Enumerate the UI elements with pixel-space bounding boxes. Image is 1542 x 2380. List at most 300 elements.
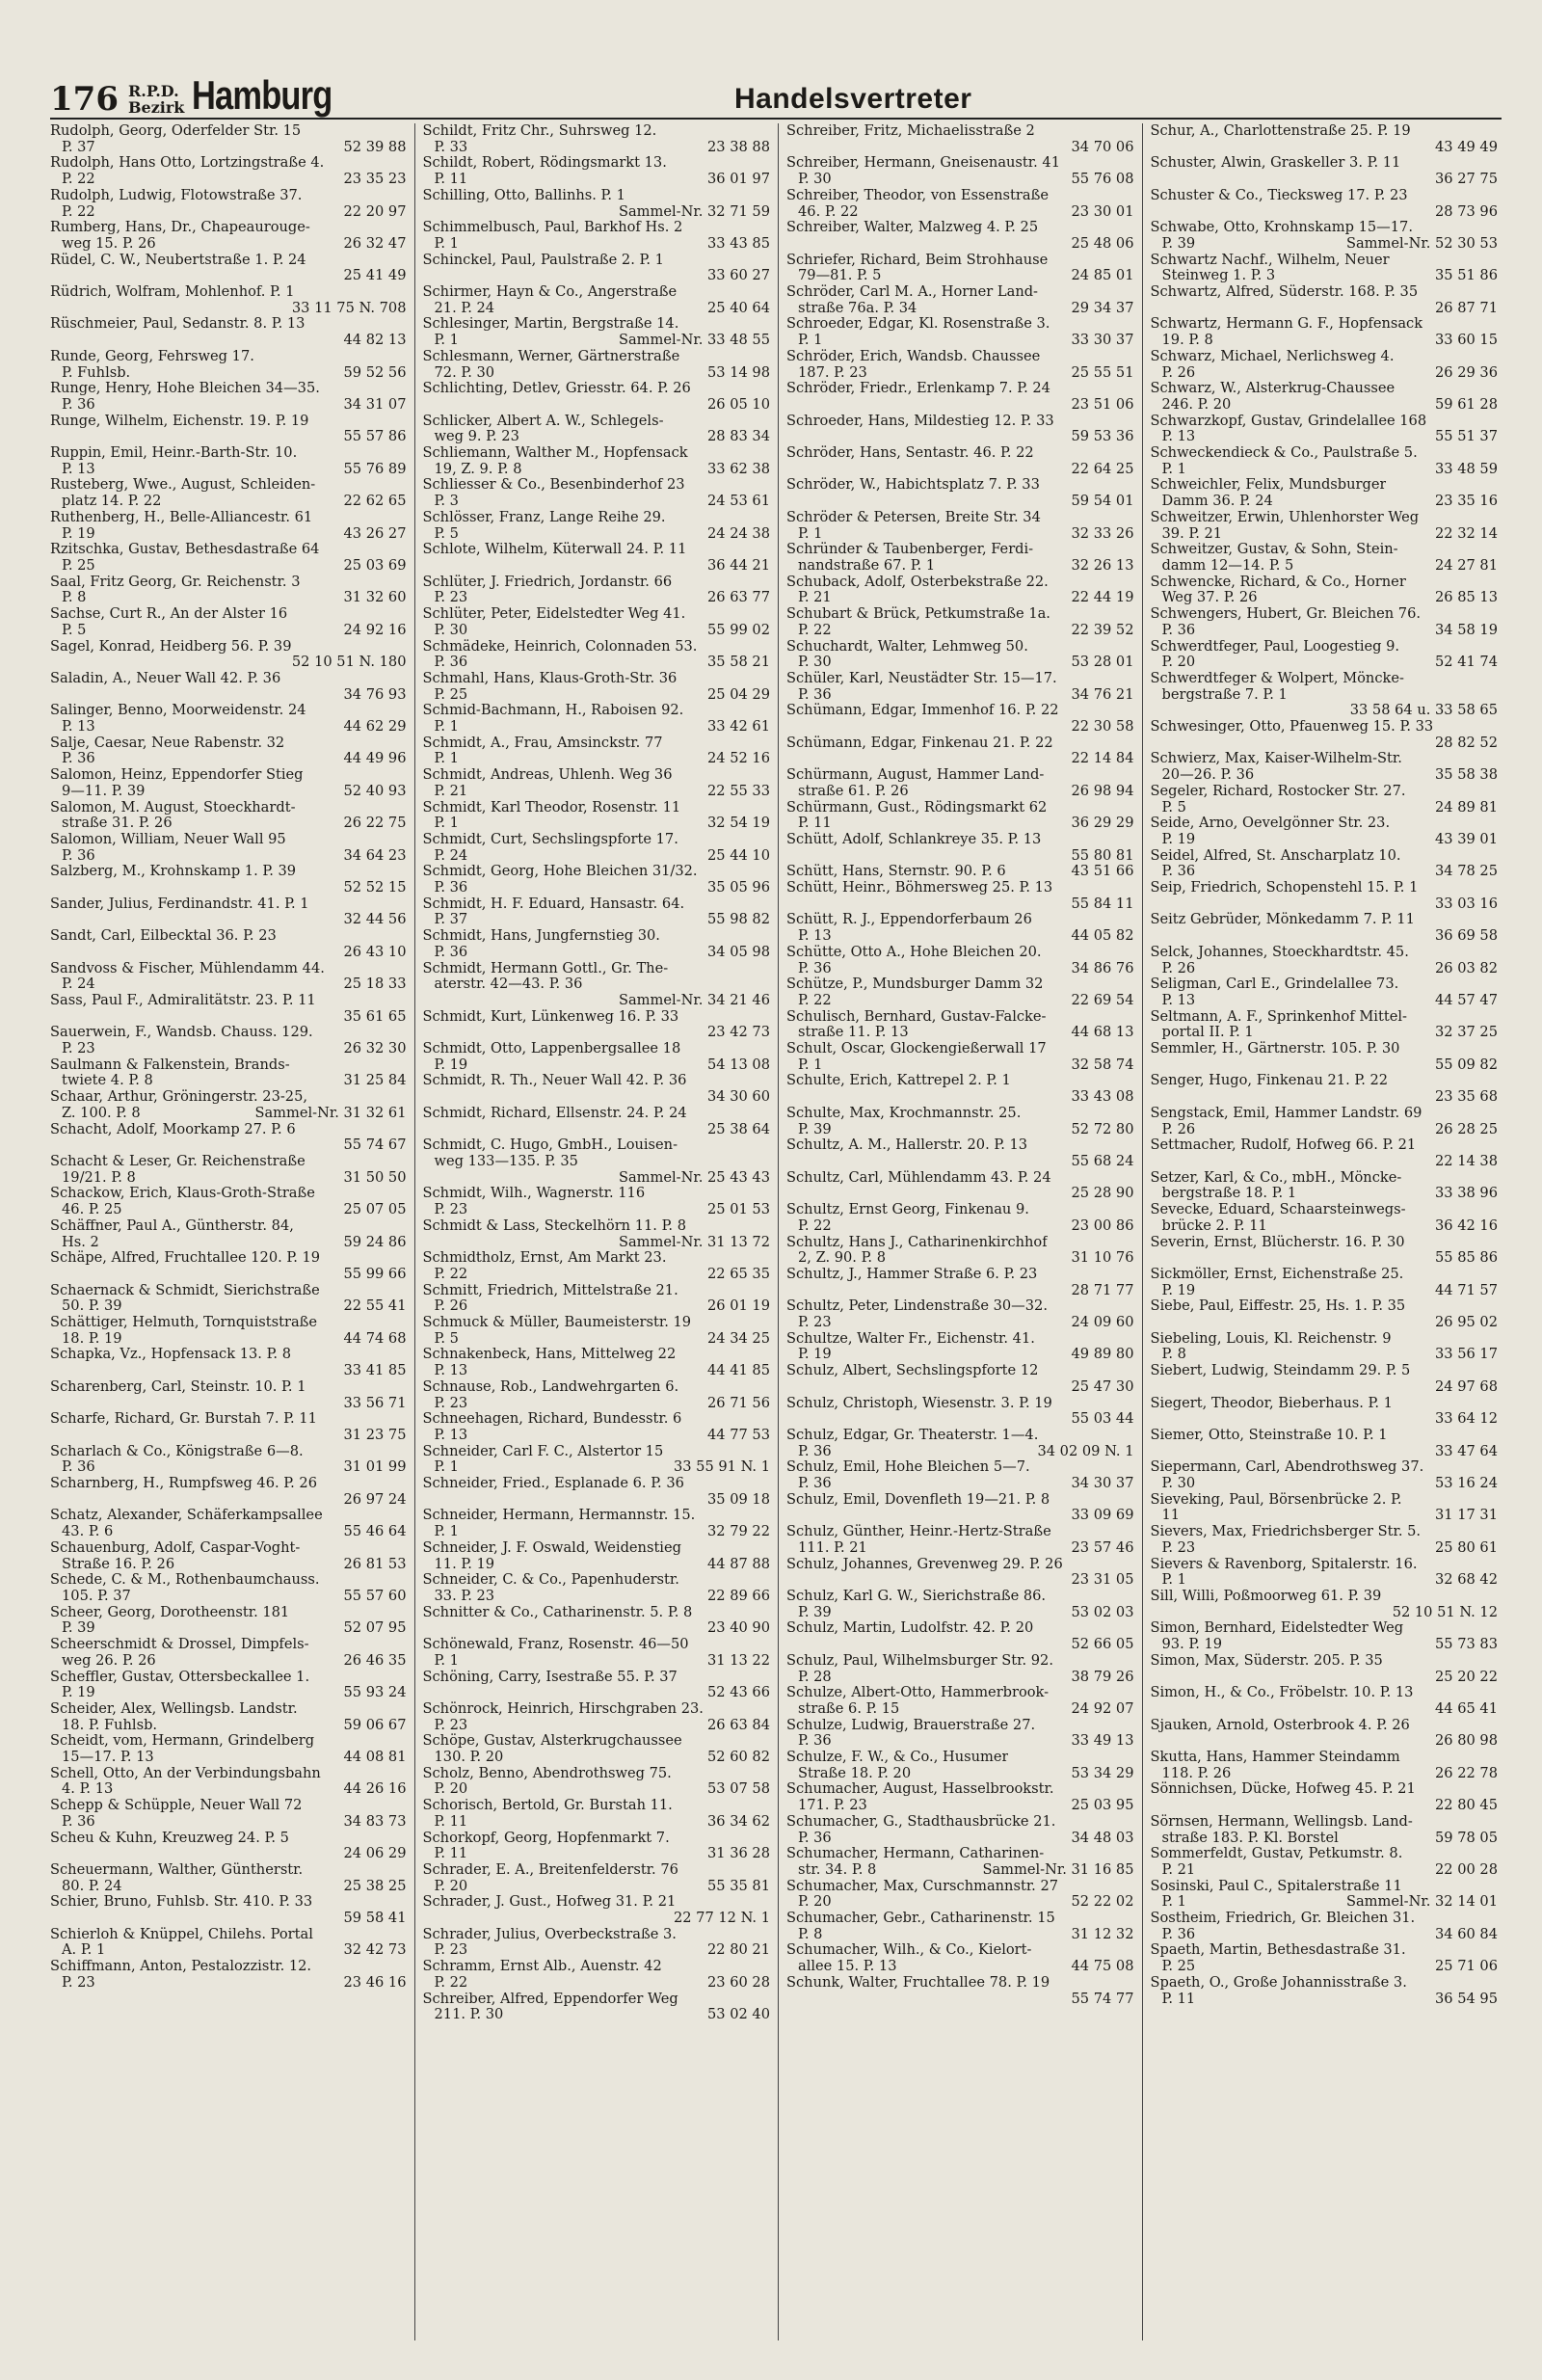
entry-line (1151, 365, 1499, 382)
directory-entry (423, 1862, 771, 1894)
entry-text: Schüler, Karl, Neustädter Str. 15—17. (786, 670, 1057, 686)
entry-phone: 33 43 08 (1071, 1088, 1134, 1106)
entry-phone: 33 49 13 (1071, 1732, 1134, 1750)
entry-line (50, 1670, 407, 1686)
entry-text: platz 14. P. 22 (62, 494, 162, 510)
directory-entry (1151, 575, 1499, 606)
entry-line (50, 1235, 407, 1251)
entry-phone: 22 64 25 (1071, 460, 1134, 477)
entry-line (50, 526, 407, 543)
entry-line (50, 993, 407, 1009)
entry-line (50, 188, 407, 204)
entry-line (50, 1605, 407, 1621)
entry-text (50, 1428, 62, 1444)
entry-text: Rusteberg, Wwe., August, Schleiden- (50, 477, 316, 494)
entry-line (423, 864, 771, 880)
entry-text (423, 1685, 435, 1701)
directory-entry (423, 381, 771, 413)
entry-line (423, 1186, 771, 1202)
entry-text (786, 1572, 798, 1589)
entry-line (423, 1137, 771, 1154)
entry-text: 11 (1161, 1508, 1181, 1524)
entry-text: P. 1 (434, 333, 459, 349)
entry-phone: 25 04 29 (707, 685, 770, 703)
entry-text: Schröder & Petersen, Breite Str. 34 (786, 509, 1041, 525)
entry-line (1151, 253, 1499, 269)
entry-phone: 32 33 26 (1071, 524, 1134, 542)
entry-phone: 34 78 25 (1435, 863, 1498, 880)
entry-line (50, 123, 407, 140)
entry-phone: 44 41 85 (707, 1362, 770, 1379)
entry-line (423, 2007, 771, 2023)
entry-text: Schneider, Hermann, Hermannstr. 15. (422, 1508, 696, 1524)
entry-phone: 35 09 18 (707, 1490, 770, 1508)
directory-entry (786, 1911, 1134, 1942)
entry-text: P. 23 (434, 1202, 468, 1218)
directory-entry (1151, 1879, 1499, 1911)
entry-line (423, 1572, 771, 1589)
entry-text: Damm 36. P. 24 (1161, 494, 1273, 510)
entry-text: Schilling, Otto, Ballinhs. P. 1 (422, 187, 625, 203)
entry-text (1151, 735, 1162, 752)
entry-text: 79—81. P. 5 (798, 268, 882, 284)
entry-text: Scheer, Georg, Dorotheenstr. 181 (50, 1604, 290, 1620)
entry-text: P. 37 (62, 139, 95, 155)
entry-line (1151, 220, 1499, 236)
entry-text: Schlichting, Detlev, Griesstr. 64. P. 26 (422, 381, 691, 397)
entry-line (1151, 1798, 1499, 1814)
entry-text: Schmidt, Georg, Hohe Bleichen 31/32. (422, 864, 698, 880)
entry-text: straße 11. P. 13 (798, 1025, 909, 1041)
entry-text: P. 24 (62, 976, 95, 993)
entry-phone: 36 27 75 (1435, 171, 1498, 188)
entry-line (50, 575, 407, 591)
directory-entry (50, 735, 407, 767)
entry-text (1151, 1701, 1162, 1718)
directory-entry (423, 316, 771, 348)
entry-text: Schwerdtfeger, Paul, Loogestieg 9. (1150, 638, 1400, 655)
entry-line (1151, 1235, 1499, 1251)
entry-line (786, 1653, 1134, 1670)
entry-line (1151, 1557, 1499, 1573)
entry-text: Schultz, Carl, Mühlendamm 43. P. 24 (786, 1169, 1051, 1186)
entry-text: P. 20 (1161, 655, 1196, 671)
entry-text: Schneider, C. & Co., Papenhuderstr. (422, 1572, 679, 1589)
entry-text: Schwencke, Richard, & Co., Horner (1150, 574, 1406, 590)
entry-phone: 22 30 58 (1071, 718, 1134, 735)
entry-line (50, 1718, 407, 1734)
listing-columns (50, 123, 1505, 2340)
entry-line (786, 1057, 1134, 1074)
entry-line (50, 316, 407, 333)
directory-entry (423, 1701, 771, 1733)
directory-entry (423, 1137, 771, 1186)
entry-phone: 55 09 82 (1435, 1056, 1498, 1073)
entry-line (50, 639, 407, 655)
entry-line (50, 735, 407, 752)
entry-line (423, 1814, 771, 1831)
entry-text: Siebeling, Louis, Kl. Reichenstr. 9 (1150, 1330, 1392, 1347)
entry-text: P. 21 (798, 590, 832, 606)
entry-line (1151, 155, 1499, 172)
entry-text (50, 1492, 62, 1509)
entry-phone: 25 40 64 (707, 299, 770, 316)
entry-line (786, 204, 1134, 221)
entry-line (423, 349, 771, 365)
entry-text: Schacht & Leser, Gr. Reichenstraße (50, 1154, 306, 1169)
directory-entry (786, 1235, 1134, 1267)
directory-entry (423, 1009, 771, 1041)
entry-line (50, 414, 407, 430)
entry-line (1151, 832, 1499, 848)
entry-phone: Sammel-Nr. 31 13 72 (618, 1233, 770, 1250)
entry-line (1151, 575, 1499, 591)
entry-line (1151, 1781, 1499, 1798)
entry-line (786, 1992, 1134, 2008)
entry-phone: 33 60 27 (707, 267, 770, 284)
entry-line (423, 1942, 771, 1959)
directory-entry (423, 349, 771, 381)
entry-phone: 33 62 38 (707, 460, 770, 477)
entry-text: 18. P. Fuhlsb. (62, 1717, 158, 1733)
directory-entry (786, 188, 1134, 220)
entry-text (1151, 1379, 1162, 1396)
entry-text: Schwerdtfeger & Wolpert, Möncke- (1150, 670, 1404, 686)
entry-phone: 44 08 81 (343, 1749, 407, 1766)
entry-line (50, 1781, 407, 1798)
entry-phone: 59 06 67 (343, 1716, 407, 1733)
entry-text: 20—26. P. 36 (1161, 767, 1255, 784)
entry-text: Schreiber, Hermann, Gneisenaustr. 41 (786, 155, 1060, 172)
directory-entry (1151, 188, 1499, 220)
directory-entry (423, 445, 771, 477)
entry-text (1151, 703, 1162, 719)
entry-line (50, 1122, 407, 1138)
entry-line (423, 1894, 771, 1911)
directory-entry (50, 188, 407, 220)
entry-line (423, 462, 771, 478)
entry-line (423, 253, 771, 269)
entry-text: Schwartz, Hermann G. F., Hopfensack (1150, 316, 1423, 333)
directory-entry (50, 1959, 407, 1991)
entry-text: P. 5 (434, 1330, 459, 1347)
directory-entry (423, 1798, 771, 1830)
entry-text (423, 1170, 435, 1187)
entry-phone: 55 51 37 (1435, 428, 1498, 445)
entry-line (50, 397, 407, 414)
entry-text: P. 26 (434, 1298, 468, 1315)
entry-text: Senger, Hugo, Finkenau 21. P. 22 (1150, 1073, 1389, 1089)
entry-line (786, 301, 1134, 317)
entry-line (423, 719, 771, 735)
entry-line (50, 1766, 407, 1782)
directory-entry (423, 1670, 771, 1701)
directory-entry (786, 606, 1134, 638)
directory-entry (50, 1894, 407, 1926)
entry-line (786, 1202, 1134, 1218)
entry-phone: 35 05 96 (707, 879, 770, 896)
entry-text: Schweichler, Felix, Mundsburger (1150, 477, 1387, 494)
entry-text: P. 25 (1161, 1959, 1196, 1975)
entry-line (423, 172, 771, 188)
entry-text: twiete 4. P. 8 (62, 1073, 153, 1089)
entry-line (423, 1363, 771, 1379)
entry-text: P. 36 (798, 1733, 832, 1750)
entry-phone: 22 20 97 (343, 202, 407, 220)
entry-line (50, 140, 407, 156)
entry-text: Schöning, Carry, Isestraße 55. P. 37 (422, 1669, 678, 1685)
entry-line (786, 1959, 1134, 1975)
entry-text: Rüdel, C. W., Neubertstraße 1. P. 24 (50, 252, 306, 268)
entry-text: Schmitt, Friedrich, Mittelstraße 21. (422, 1282, 678, 1298)
entry-line (786, 1942, 1134, 1959)
entry-phone: 25 38 25 (343, 1877, 407, 1894)
entry-phone: 35 58 21 (707, 654, 770, 671)
directory-entry (423, 1992, 771, 2023)
entry-line (1151, 606, 1499, 623)
entry-phone: 26 22 75 (343, 815, 407, 832)
entry-text (50, 1137, 62, 1154)
entry-text: weg 15. P. 26 (62, 235, 156, 252)
entry-text: Severin, Ernst, Blücherstr. 16. P. 30 (1150, 1234, 1405, 1250)
entry-text: P. 19 (62, 525, 95, 542)
directory-entry (50, 349, 407, 381)
directory-entry (50, 606, 407, 638)
entry-line (1151, 1347, 1499, 1363)
entry-line (786, 558, 1134, 575)
entry-phone: 32 42 73 (343, 1941, 407, 1959)
entry-line (786, 864, 1134, 880)
entry-text: P. 1 (798, 525, 823, 542)
entry-line (50, 1572, 407, 1589)
entry-line (50, 976, 407, 993)
entry-text: Schümann, Edgar, Immenhof 16. P. 22 (786, 703, 1059, 719)
entry-phone: 25 44 10 (707, 846, 770, 864)
entry-text: P. 36 (62, 847, 95, 864)
entry-phone: 26 32 47 (343, 234, 407, 252)
entry-text: P. 13 (62, 461, 95, 477)
entry-line (1151, 397, 1499, 414)
entry-text: Hs. 2 (62, 1234, 99, 1250)
directory-entry (423, 1605, 771, 1637)
entry-text: Schumacher, Hermann, Catharinen- (786, 1846, 1045, 1862)
directory-entry (786, 253, 1134, 284)
directory-entry (786, 316, 1134, 348)
directory-entry (50, 1766, 407, 1798)
entry-phone: 34 30 37 (1071, 1475, 1134, 1492)
entry-line (786, 284, 1134, 301)
entry-text: Schulz, Günther, Heinr.-Hertz-Straße (786, 1524, 1051, 1540)
entry-text (786, 1283, 798, 1299)
directory-entry (50, 767, 407, 799)
entry-text: 46. P. 22 (798, 203, 859, 220)
entry-text: P. 8 (798, 1926, 823, 1942)
entry-phone: 31 50 50 (343, 1168, 407, 1186)
entry-text: P. 8 (62, 590, 87, 606)
entry-text: P. 36 (434, 944, 468, 960)
entry-line (423, 1331, 771, 1348)
entry-line (1151, 1992, 1499, 2008)
directory-entry (423, 1733, 771, 1765)
directory-entry (1151, 945, 1499, 976)
entry-text: Scheerschmidt & Drossel, Dimpfels- (50, 1637, 309, 1653)
entry-text: P. 8 (1161, 1347, 1186, 1363)
directory-entry (50, 1057, 407, 1089)
entry-line (50, 1315, 407, 1331)
entry-line (50, 896, 407, 913)
entry-text: Salje, Caesar, Neue Rabenstr. 32 (50, 735, 285, 751)
entry-phone: 24 97 68 (1435, 1377, 1498, 1395)
entry-line (786, 1814, 1134, 1831)
entry-line (50, 253, 407, 269)
entry-text: P. 19 (434, 1056, 468, 1073)
entry-text: Schreiber, Theodor, von Essenstraße (786, 187, 1049, 203)
entry-phone: 23 35 68 (1435, 1088, 1498, 1106)
entry-phone: 55 99 66 (343, 1265, 407, 1282)
directory-entry (1151, 784, 1499, 816)
entry-text (786, 896, 798, 913)
entry-line (1151, 816, 1499, 832)
entry-text: Schwarz, Michael, Nerlichsweg 4. (1150, 348, 1395, 364)
entry-text: Seip, Friedrich, Schopenstehl 15. P. 1 (1150, 880, 1419, 896)
entry-phone: 34 60 84 (1435, 1925, 1498, 1942)
entry-text: P. 36 (62, 1813, 95, 1830)
entry-phone: 55 84 11 (1071, 895, 1134, 912)
entry-line (50, 1331, 407, 1348)
entry-text (423, 1122, 435, 1138)
entry-text: Schäffner, Paul A., Güntherstr. 84, (50, 1217, 294, 1234)
entry-text (50, 1396, 62, 1412)
entry-text: P. 19 (62, 1685, 95, 1701)
entry-line (1151, 477, 1499, 494)
entry-text: Sievers, Max, Friedrichsberger Str. 5. (1150, 1524, 1422, 1540)
entry-text: Schmidt, Andreas, Uhlenh. Weg 36 (422, 767, 673, 784)
entry-line (423, 1927, 771, 1943)
entry-text: straße 76a. P. 34 (798, 300, 917, 316)
entry-text: Schramm, Ernst Alb., Auenstr. 42 (422, 1959, 662, 1975)
entry-text: 19, Z. 9. P. 8 (434, 461, 522, 477)
entry-text: P. 11 (434, 1813, 468, 1830)
entry-text (1151, 1605, 1162, 1621)
entry-text: weg 133—135. P. 35 (434, 1154, 578, 1169)
entry-text: Spaeth, Martin, Bethesdastraße 31. (1150, 1942, 1406, 1959)
directory-entry (1151, 976, 1499, 1008)
entry-line (786, 1701, 1134, 1718)
entry-phone: 33 41 85 (343, 1362, 407, 1379)
entry-line (1151, 703, 1499, 719)
entry-line (423, 1202, 771, 1218)
entry-text: Siepermann, Carl, Abendrothsweg 37. (1150, 1459, 1424, 1476)
entry-line (50, 1846, 407, 1862)
entry-phone: 22 14 84 (1071, 750, 1134, 767)
entry-text: P. 13 (1161, 992, 1196, 1008)
entry-phone: 44 57 47 (1435, 991, 1498, 1008)
entry-line (1151, 1540, 1499, 1557)
entry-line (1151, 381, 1499, 397)
entry-line (786, 510, 1134, 526)
entry-phone: 43 39 01 (1435, 830, 1498, 847)
entry-text: P. 22 (798, 992, 832, 1008)
entry-line (423, 1701, 771, 1718)
entry-text (50, 1267, 62, 1283)
entry-text: 72. P. 30 (434, 364, 495, 381)
entry-text: Seitz Gebrüder, Mönkedamm 7. P. 11 (1150, 912, 1415, 928)
entry-phone: 25 03 69 (343, 556, 407, 574)
entry-line (423, 123, 771, 140)
entry-phone: 59 78 05 (1435, 1829, 1498, 1846)
directory-entry (1151, 1846, 1499, 1878)
entry-line (423, 1492, 771, 1509)
entry-text: P. 3 (434, 494, 459, 510)
entry-phone: 25 20 22 (1435, 1668, 1498, 1685)
directory-entry (1151, 477, 1499, 509)
directory-entry (1151, 1620, 1499, 1652)
entry-phone: 52 40 93 (343, 782, 407, 799)
entry-text: Schmid-Bachmann, H., Raboisen 92. (422, 703, 684, 719)
directory-entry (786, 1106, 1134, 1137)
entry-line (50, 477, 407, 494)
entry-line (50, 172, 407, 188)
entry-phone: 54 13 08 (707, 1056, 770, 1073)
entry-phone: 44 65 41 (1435, 1699, 1498, 1717)
listing-column-4 (1142, 123, 1506, 2340)
entry-text: Simon, H., & Co., Fröbelstr. 10. P. 13 (1150, 1685, 1414, 1701)
entry-text: Sieveking, Paul, Börsenbrücke 2. P. (1150, 1491, 1402, 1508)
entry-text: 43. P. 6 (62, 1524, 114, 1540)
entry-phone: 25 41 49 (343, 267, 407, 284)
entry-text: Schmidt, Wilh., Wagnerstr. 116 (422, 1186, 646, 1202)
entry-text: 9—11. P. 39 (62, 783, 146, 799)
entry-line (786, 1927, 1134, 1943)
entry-text: Runge, Henry, Hohe Bleichen 34—35. (50, 381, 320, 397)
entry-phone: 32 68 42 (1435, 1571, 1498, 1589)
entry-text: P. 13 (1161, 429, 1196, 445)
entry-text: 93. P. 19 (1161, 1637, 1223, 1653)
entry-line (50, 1685, 407, 1701)
entry-text: Schroeder, Hans, Mildestieg 12. P. 33 (786, 413, 1054, 429)
entry-phone: 44 74 68 (343, 1329, 407, 1347)
entry-line (50, 1733, 407, 1750)
entry-text (50, 333, 62, 349)
entry-line (786, 236, 1134, 253)
entry-line (423, 928, 771, 945)
entry-line (786, 1492, 1134, 1509)
entry-phone: 38 79 26 (1071, 1668, 1134, 1685)
directory-entry (50, 864, 407, 896)
entry-line (1151, 1766, 1499, 1782)
entry-line (1151, 1218, 1499, 1235)
entry-text: 39. P. 21 (1161, 525, 1223, 542)
entry-text: 171. P. 23 (798, 1798, 867, 1814)
entry-line (423, 896, 771, 913)
entry-line (50, 284, 407, 301)
directory-entry (786, 1363, 1134, 1395)
entry-text: Sandvoss & Fischer, Mühlendamm 44. (50, 960, 325, 976)
entry-phone: 43 26 27 (343, 524, 407, 542)
entry-line (786, 333, 1134, 349)
entry-phone: 55 80 81 (1071, 846, 1134, 864)
entry-text: P. 1 (434, 816, 459, 832)
entry-line (786, 1331, 1134, 1348)
entry-phone: 35 61 65 (343, 1007, 407, 1025)
entry-line (50, 1927, 407, 1943)
entry-phone: 26 29 36 (1435, 363, 1498, 381)
entry-line (50, 1557, 407, 1573)
entry-line (423, 365, 771, 382)
entry-text: Schmahl, Hans, Klaus-Groth-Str. 36 (422, 670, 678, 686)
entry-line (786, 1572, 1134, 1589)
entry-line (786, 1975, 1134, 1992)
